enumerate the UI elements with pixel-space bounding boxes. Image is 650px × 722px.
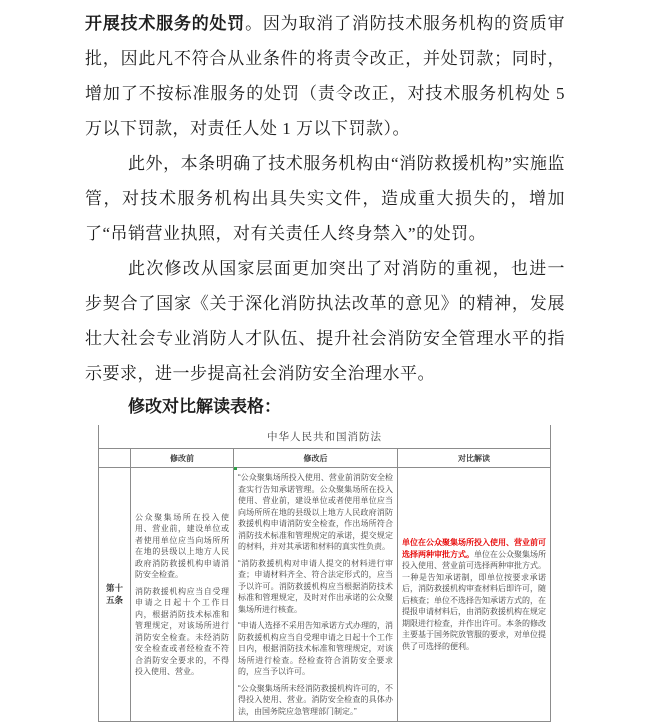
after-paragraph: “公众聚集场所投入使用、营业前消防安全检查实行告知承诺管理。公众聚集场所在投入使用、营业前，建设单位或者使用单位应当向场所所在地的县级以上地方人民政府消防救援机构申请消防安全检查，作出场所符合消防技术标准和管理规定的承诺，提交规定的材料，并对其承诺和材料的真实性负责。 xyxy=(238,473,393,551)
column-header-analysis: 对比解读 xyxy=(398,449,551,468)
column-header-after: 修改后 xyxy=(234,449,398,468)
table-title-row xyxy=(99,425,551,449)
paragraph-body-text: 。因为取消了消防技术服务机构的资质审批，因此凡不符合从业条件的将责令改正，并处罚款；同时，增加了不按标准服务的处罚（责令改正，对技术服务机构处 5 万以下罚款，对责任人处 1 万以下罚款）。 xyxy=(85,14,566,138)
analysis-body-text: 单位在公众聚集场所投入使用、营业前可选择两种审批方式。一种是告知承诺制，即单位按要求承诺后，消防救援机构审查材料后即许可，随后核查；单位不选择告知承诺方式的，在提报申请材料后，由消防救援机构在规定期限进行检查，并作出许可。本条的修改主要基于国务院放管服的要求，对单位提供了可选择的便利。 xyxy=(402,549,546,651)
document-content xyxy=(85,0,565,722)
column-header-before: 修改前 xyxy=(131,449,234,468)
after-paragraph: “申请人选择不采用告知承诺方式办理的，消防救援机构应当自受理申请之日起十个工作日内，根据消防技术标准和管理规定，对该场所进行检查。经检查符合消防安全要求的，应当予以许可。 xyxy=(238,621,393,676)
table-header-row xyxy=(99,449,551,468)
article-number-cell: 第十五条 xyxy=(99,468,131,722)
before-paragraph: 公众聚集场所在投入使用、营业前，建设单位或者使用单位应当向场所所在地的县级以上地方人民政府消防救援机构申请消防安全检查。 xyxy=(135,512,229,579)
paragraph-bold-lead: 开展技术服务的处罚 xyxy=(85,14,246,33)
paragraph-national-level: 此次修改从国家层面更加突出了对消防的重视，也进一步契合了国家《关于深化消防执法改革的意见》的精神，发展壮大社会专业消防人才队伍、提升社会消防安全管理水平的指示要求，进一步提高社会消防安全治理水平。 xyxy=(85,259,565,383)
column-header-article xyxy=(99,449,131,468)
before-revision-cell xyxy=(131,468,234,722)
paragraph-supervision: 此外，本条明确了技术服务机构由“消防救援机构”实施监管，对技术服务机构出具失实文件，造成重大损失的，增加了“吊销营业执照，对有关责任人终身禁入”的处罚。 xyxy=(85,154,565,243)
table-caption: 修改对比解读表格： xyxy=(128,397,281,416)
before-paragraph: 消防救援机构应当自受理申请之日起十个工作日内，根据消防技术标准和管理规定，对该场所进行消防安全检查。未经消防安全检查或者经检查不符合消防安全要求的，不得投入使用、营业。 xyxy=(135,586,229,676)
analysis-paragraph xyxy=(402,537,546,652)
after-revision-cell xyxy=(234,468,398,722)
analysis-highlight-text: 单位在公众聚集场所投入使用、营业前可选择两种审批方式。 xyxy=(402,538,546,559)
comparison-table xyxy=(98,425,551,722)
after-paragraph: “公众聚集场所未经消防救援机构许可的，不得投入使用、营业。消防安全检查的具体办法，由国务院应急管理部门制定。” xyxy=(238,683,393,716)
revision-marker-icon xyxy=(234,467,237,470)
paragraph-penalty-tech-service xyxy=(85,6,565,146)
table-title: 中华人民共和国消防法 xyxy=(99,425,551,449)
table-row-article-15 xyxy=(99,468,551,722)
after-paragraph: “消防救援机构对申请人提交的材料进行审查；申请材料齐全、符合法定形式的，应当予以许可。消防救援机构应当根据消防技术标准和管理规定，及时对作出承诺的公众聚集场所进行核查。 xyxy=(238,558,393,614)
analysis-cell xyxy=(398,468,551,722)
